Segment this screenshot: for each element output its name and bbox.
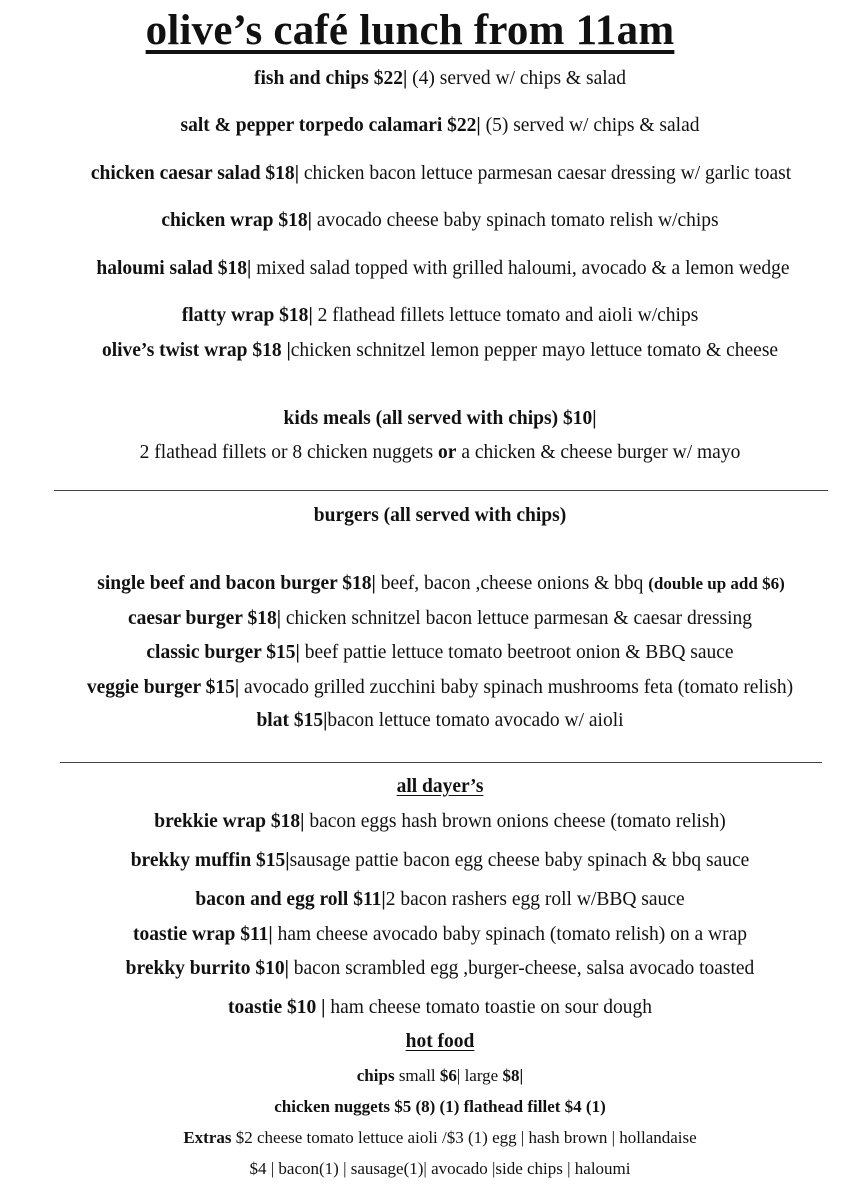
hot-food-chips: chips small $6| large $8| [356, 1066, 524, 1085]
hot-food-heading: hot food [405, 1031, 475, 1052]
section-divider [60, 762, 822, 763]
extras-line-1: Extras $2 cheese tomato lettuce aioli /$3 (1) egg | hash brown | hollandaise [183, 1128, 697, 1147]
menu-item-caesar-burger: caesar burger $18| chicken schnitzel bacon lettuce parmesan & caesar dressing [127, 608, 753, 629]
menu-item-brekky-burrito: brekky burrito $10| bacon scrambled egg ,burger-cheese, salsa avocado toasted [125, 958, 755, 979]
menu-item-brekkie-wrap: brekkie wrap $18| bacon eggs hash brown onions cheese (tomato relish) [154, 811, 726, 832]
section-divider [54, 490, 828, 491]
menu-item-toastie: toastie $10 | ham cheese tomato toastie on sour dough [227, 997, 652, 1018]
menu-item-haloumi-salad: haloumi salad $18| mixed salad topped with grilled haloumi, avocado & a lemon wedge [96, 258, 790, 279]
hot-food-nuggets: chicken nuggets $5 (8) (1) flathead fillet $4 (1) [274, 1097, 606, 1116]
menu-item-veggie-burger: veggie burger $15| avocado grilled zucchini baby spinach mushrooms feta (tomato relish) [86, 677, 794, 698]
all-dayers-heading: all dayer’s [396, 776, 484, 797]
burgers-heading: burgers (all served with chips) [313, 505, 567, 526]
menu-item-flatty-wrap: flatty wrap $18| 2 flathead fillets lettuce tomato and aioli w/chips [181, 305, 699, 326]
menu-item-calamari: salt & pepper torpedo calamari $22| (5) served w/ chips & salad [180, 115, 700, 136]
menu-item-classic-burger: classic burger $15| beef pattie lettuce tomato beetroot onion & BBQ sauce [146, 642, 734, 663]
extras-line-2: $4 | bacon(1) | sausage(1)| avocado |side chips | haloumi [249, 1159, 631, 1178]
menu-item-bacon-egg-roll: bacon and egg roll $11|2 bacon rashers egg roll w/BBQ sauce [195, 889, 685, 910]
menu-item-beef-bacon-burger: single beef and bacon burger $18| beef, bacon ,cheese onions & bbq (double up add $6) [97, 573, 785, 594]
kids-meals-heading: kids meals (all served with chips) $10| [283, 408, 597, 429]
menu-item-fish-and-chips: fish and chips $22| (4) served w/ chips & salad [253, 68, 627, 89]
menu-item-chicken-wrap: chicken wrap $18| avocado cheese baby spinach tomato relish w/chips [161, 210, 719, 231]
kids-meals-description: 2 flathead fillets or 8 chicken nuggets or a chicken & cheese burger w/ mayo [139, 442, 741, 463]
menu-item-blat: blat $15|bacon lettuce tomato avocado w/ aioli [256, 710, 624, 731]
menu-title: olive’s café lunch from 11am [145, 7, 675, 54]
menu-item-chicken-caesar-salad: chicken caesar salad $18| chicken bacon lettuce parmesan caesar dressing w/ garlic toast [90, 163, 792, 184]
menu-item-olives-twist-wrap: olive’s twist wrap $18 |chicken schnitzel lemon pepper mayo lettuce tomato & cheese [101, 340, 779, 361]
menu-item-toastie-wrap: toastie wrap $11| ham cheese avocado baby spinach (tomato relish) on a wrap [132, 924, 748, 945]
menu-item-brekky-muffin: brekky muffin $15|sausage pattie bacon egg cheese baby spinach & bbq sauce [130, 850, 750, 871]
